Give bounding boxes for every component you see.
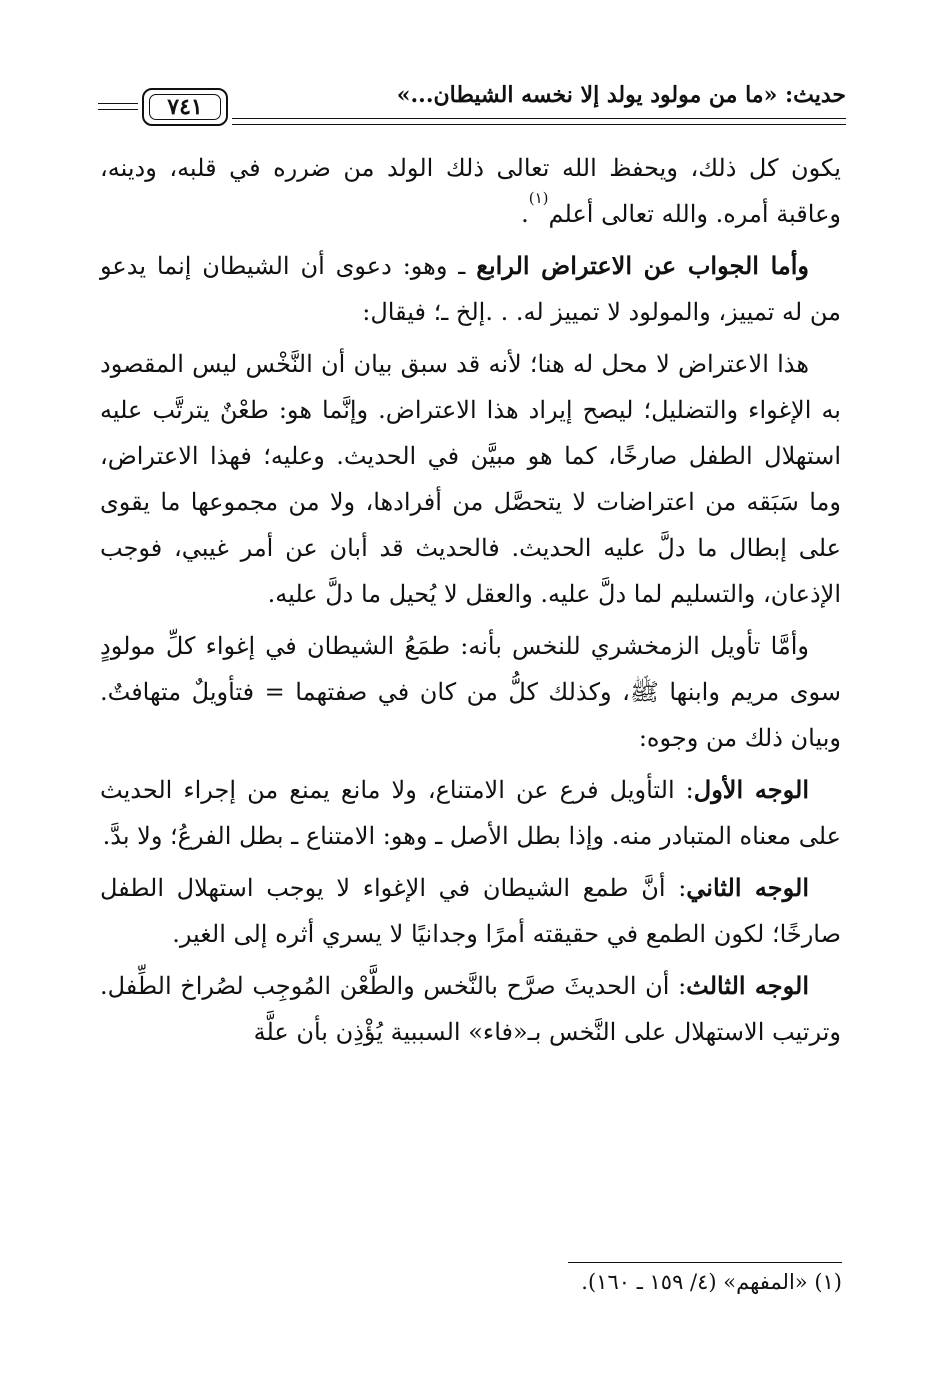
paragraph-5-lead: الوجه الأول <box>693 775 809 804</box>
paragraph-2-lead: وأما الجواب عن الاعتراض الرابع <box>476 251 809 280</box>
paragraph-1-end: . <box>521 200 529 228</box>
running-header <box>98 78 846 134</box>
paragraph-2 <box>100 243 841 335</box>
paragraph-7 <box>100 963 841 1055</box>
paragraph-6-text: : أنَّ طمع الشيطان في الإغواء لا يوجب استهلال الطفل صارخًا؛ لكون الطمع في حقيقته أمرًا وجدانيًا لا يسري أثره إلى الغير. <box>100 874 841 948</box>
paragraph-6 <box>100 865 841 957</box>
page-number: ٧٤١ <box>149 94 221 120</box>
page-number-frame <box>142 88 228 126</box>
paragraph-1-text: يكون كل ذلك، ويحفظ الله تعالى ذلك الولد من ضرره في قلبه، ودينه، وعاقبة أمره. والله تعالى أعلم <box>100 154 841 228</box>
footnote-rule <box>568 1262 842 1263</box>
paragraph-1 <box>100 145 841 237</box>
header-rule-left-top <box>98 103 138 104</box>
paragraph-2-text: ـ وهو: دعوى أن الشيطان إنما يدعو من له تمييز، والمولود لا تمييز له. . .إلخ ـ؛ فيقال: <box>100 252 841 326</box>
paragraph-7-lead: الوجه الثالث <box>686 971 809 1000</box>
header-rule-left-bottom <box>98 109 138 110</box>
paragraph-6-lead: الوجه الثاني <box>686 873 809 902</box>
header-title: حديث: «ما من مولود يولد إلا نخسه الشيطان...» <box>396 82 846 108</box>
paragraph-5-text: : التأويل فرع عن الامتناع، ولا مانع يمنع من إجراء الحديث على معناه المتبادر منه. وإذا بطل الأصل ـ وهو: الامتناع ـ بطل الفرعُ؛ ولا بدَّ. <box>100 776 841 850</box>
main-text <box>100 145 841 1055</box>
header-rule-top <box>232 118 846 119</box>
paragraph-5 <box>100 767 841 859</box>
paragraph-7-text: : أن الحديثَ صرَّح بالنَّخس والطَّعْن المُوجِب لصُراخ الطِّفل. وترتيب الاستهلال على النَّخس بـ«فاء» السببية يُؤْذِن بأن علَّة <box>100 972 841 1046</box>
paragraph-3: هذا الاعتراض لا محل له هنا؛ لأنه قد سبق بيان أن النَّخْس ليس المقصود به الإغواء والتضليل؛ ليصح إيراد هذا الاعتراض. وإنَّما هو: طعْنٌ يترتَّب عليه استهلال الطفل صارخًا، كما هو مبيَّن في الحديث. وعليه؛ فهذا الاعتراض، وما سَبَقه من اعتراضات لا يتحصَّل من أفرادها، ولا من مجموعها ما يقوى على إبطال ما دلَّ عليه الحديث. فالحديث قد أبان عن أمر غيبي، فوجب الإذعان، والتسليم لما دلَّ عليه. والعقل لا يُحيل ما دلَّ عليه. <box>100 350 841 608</box>
paragraph-4: وأمَّا تأويل الزمخشري للنخس بأنه: طمَعُ الشيطان في إغواء كلِّ مولودٍ سوى مريم وابنها ﷺ، وكذلك كلُّ من كان في صفتهما = فتأويلٌ متهافتٌ. وبيان ذلك من وجوه: <box>100 632 841 752</box>
footnote: (١) «المفهم» (٤/ ١٥٩ ـ ١٦٠). <box>581 1270 842 1294</box>
footnote-marker: (١) <box>528 189 549 207</box>
header-rule-bottom <box>232 124 846 125</box>
